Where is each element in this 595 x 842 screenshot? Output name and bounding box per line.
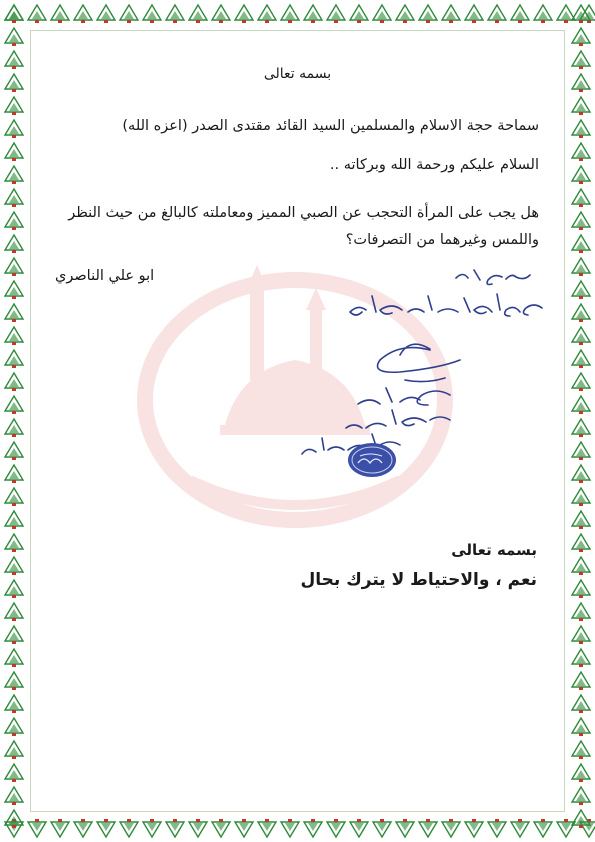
seal-icon (348, 443, 396, 477)
question-paragraph: هل يجب على المرأة التحجب عن الصبي المميز ومعاملته كالبالغ من حيث النظر واللمس وغيرهما من التصرفات؟ (68, 205, 539, 248)
decorative-border-right (567, 0, 595, 842)
handwritten-reply-signature (280, 260, 550, 490)
answer-heading: بسمه تعالى (451, 541, 537, 559)
addressee-line: سماحة حجة الاسلام والمسلمين السيد القائد مقتدى الصدر (اعزه الله) (122, 118, 539, 134)
sender-name: ابو علي الناصري (55, 268, 155, 284)
decorative-border-top (0, 0, 595, 28)
decorative-border-left (0, 0, 28, 842)
letter-heading: بسمه تعالى (263, 66, 332, 82)
answer-text: نعم ، والاحتياط لا يترك بحال (300, 570, 537, 590)
greeting-line: السلام عليكم ورحمة الله وبركاته .. (329, 157, 539, 173)
decorative-border-bottom (0, 814, 595, 842)
